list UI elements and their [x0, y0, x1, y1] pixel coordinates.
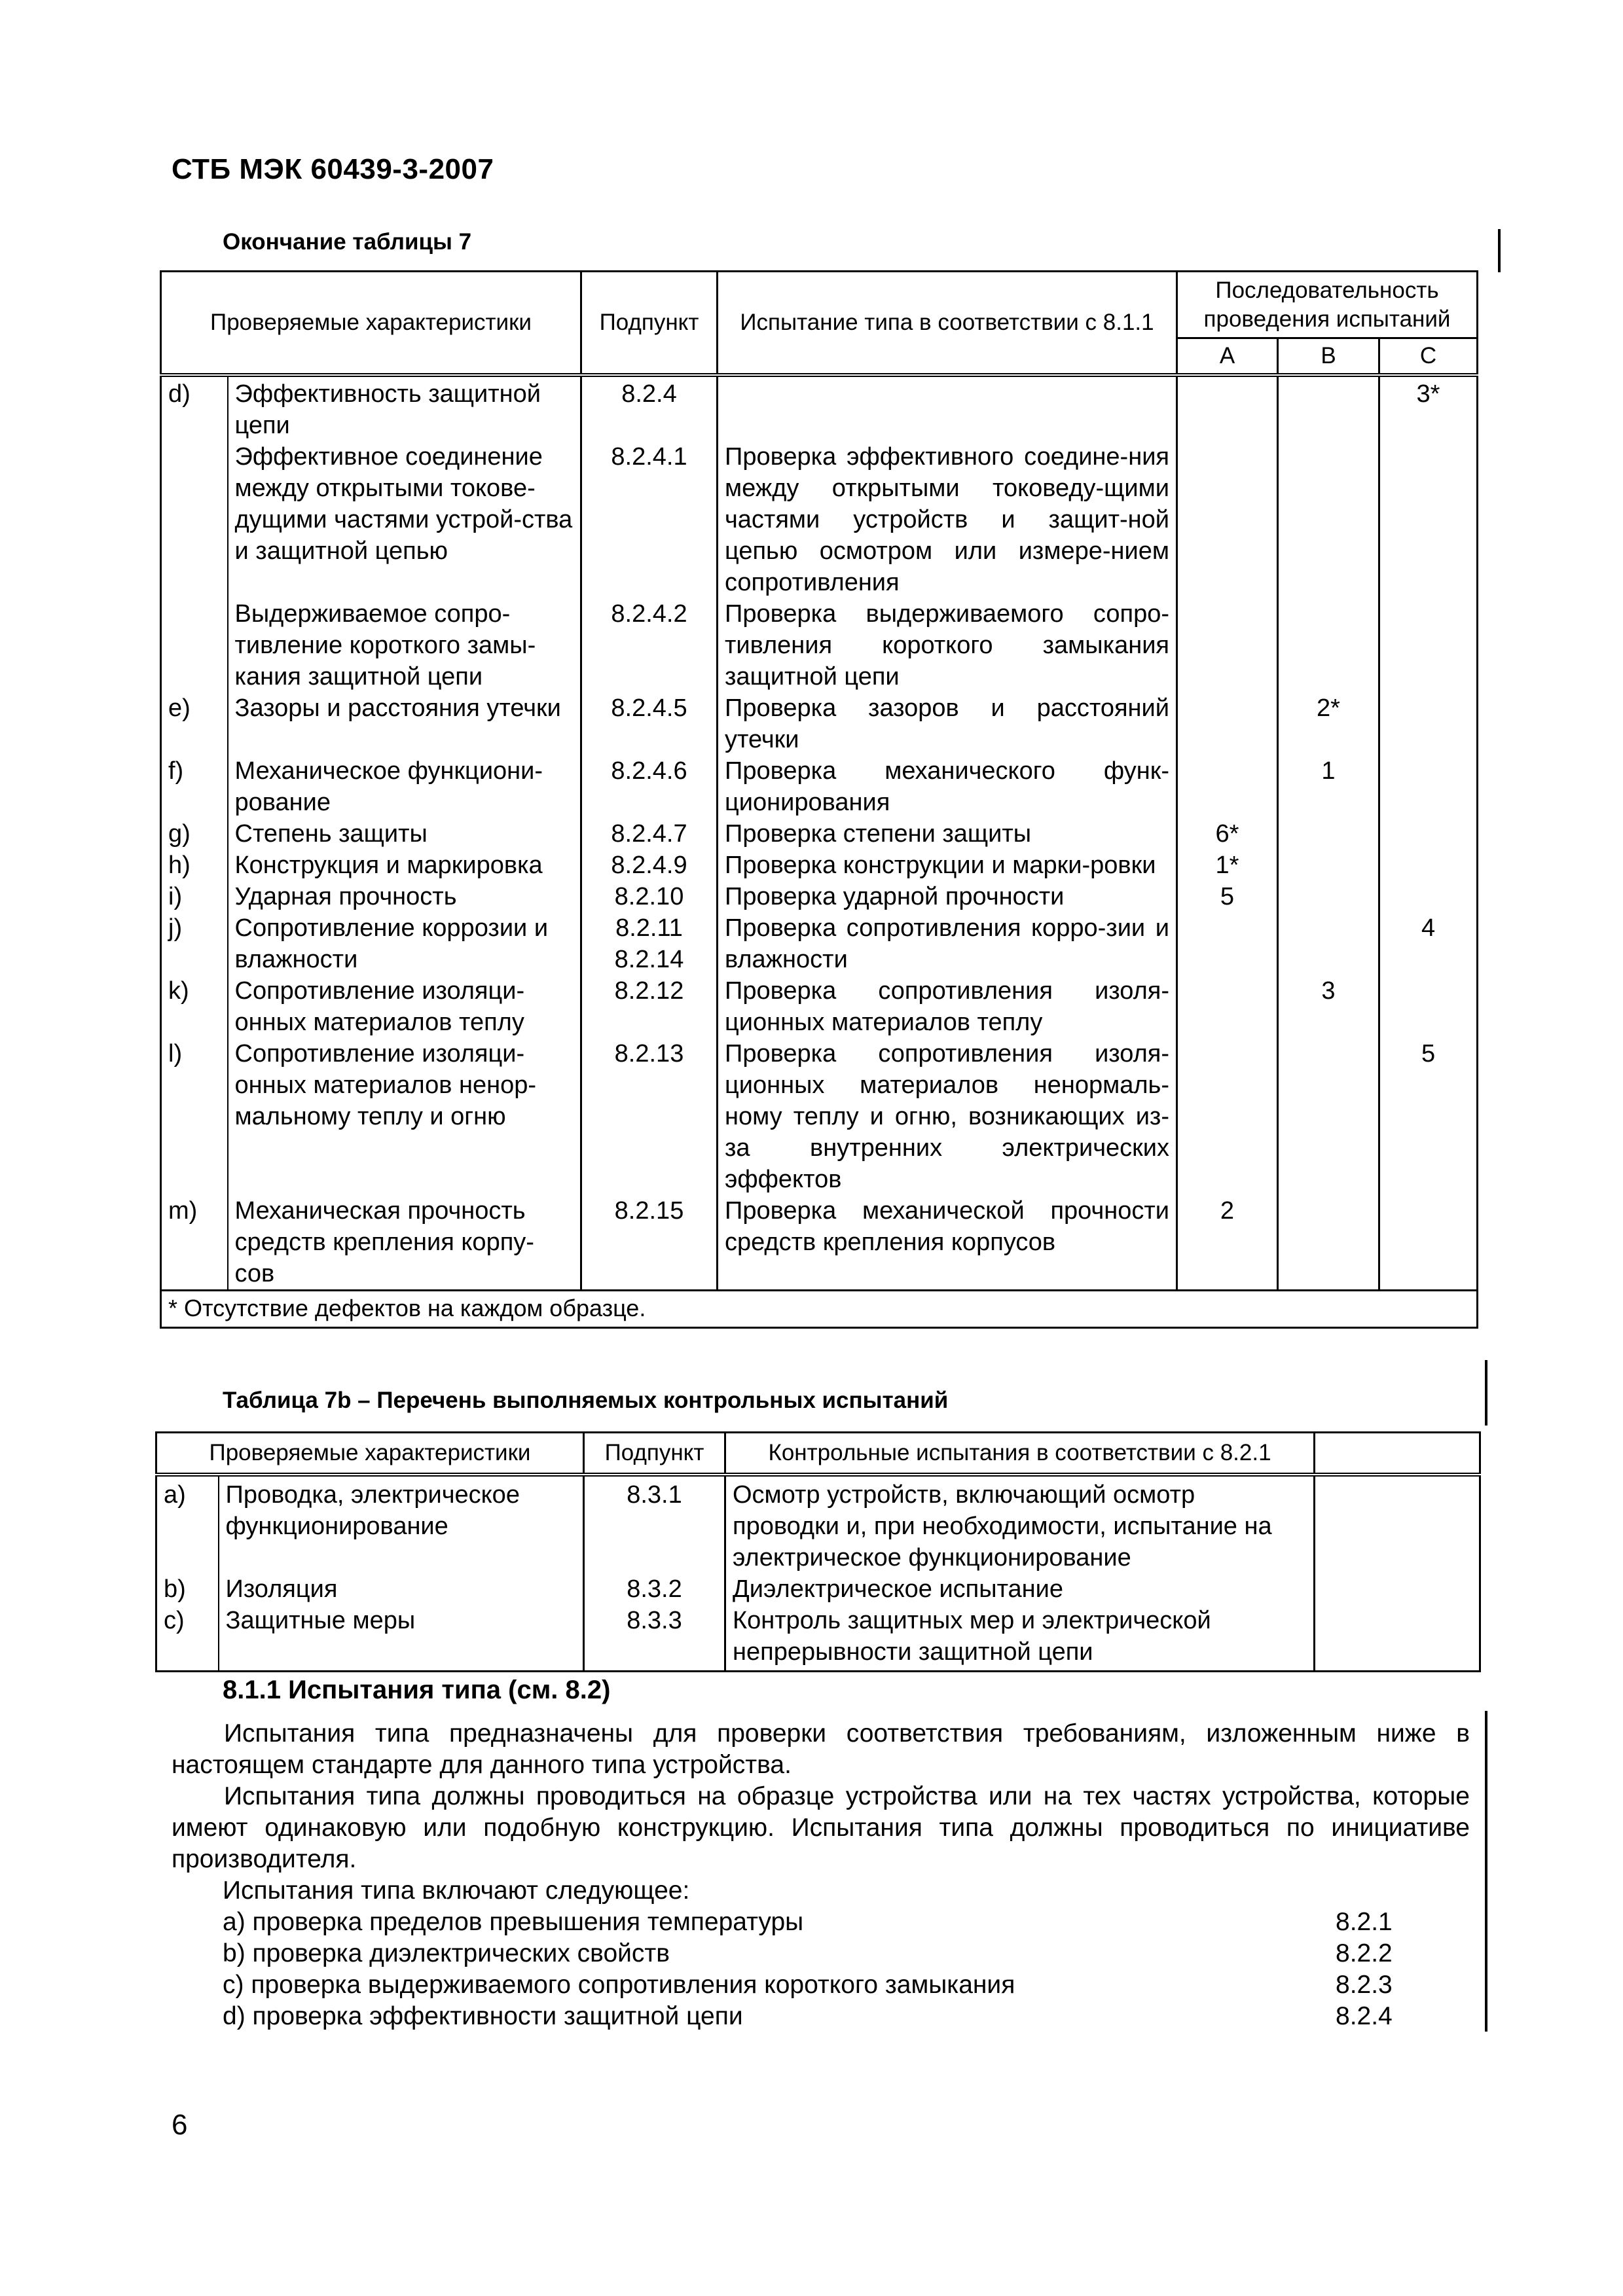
row-seq-c: 3*: [1379, 375, 1478, 441]
row-characteristic: Эффективное соединение между открытыми токове-дущими частями устрой-ства и защитной цепью: [228, 441, 581, 598]
row-subclause: 8.2.4.9: [581, 850, 718, 881]
change-bar: [1485, 1360, 1487, 1426]
list-item-ref: 8.2.2: [1336, 1939, 1393, 1967]
list-item-ref: 8.2.4: [1336, 2002, 1393, 2030]
row-characteristic: Ударная прочность: [228, 881, 581, 912]
row-characteristic: Зазоры и расстояния утечки: [228, 692, 581, 755]
row-seq-a: 6*: [1177, 818, 1278, 850]
row-letter: m): [161, 1195, 228, 1291]
row-letter: [161, 598, 228, 692]
row-characteristic: Сопротивление изоляци-онных материалов ненор-мальному теплу и огню: [228, 1038, 581, 1195]
row-seq-b: 1: [1278, 755, 1379, 818]
row-letter: а): [156, 1475, 219, 1573]
row-seq-a: 1*: [1177, 850, 1278, 881]
list-item-text: a) проверка пределов превышения температуры: [223, 1908, 804, 1936]
row-characteristic: Сопротивление коррозии и влажности: [228, 912, 581, 975]
row-subclause: 8.2.4.7: [581, 818, 718, 850]
row-seq-b: [1278, 881, 1379, 912]
row-test: Проверка эффективного соедине-ния между открытыми токоведу-щими частями устройств и защит-ной цепью осмотром или измере-нием сопротивления: [718, 441, 1177, 598]
row-empty: [1315, 1475, 1480, 1573]
row-subclause-2: 8.2.14: [614, 946, 684, 973]
row-empty: [1315, 1605, 1480, 1672]
row-test: Проверка сопротивления изоля-ционных материалов ненормаль-ному теплу и огню, возникающих из-за внутренних электрических эффектов: [718, 1038, 1177, 1195]
row-test: Проверка степени защиты: [718, 818, 1177, 850]
row-letter: c): [156, 1605, 219, 1672]
header-col-a: А: [1177, 338, 1278, 376]
header-sequence: Последовательность проведения испытаний: [1177, 272, 1478, 338]
table7: [160, 270, 1478, 1329]
row-letter: k): [161, 975, 228, 1038]
list-item-ref: 8.2.3: [1336, 1971, 1393, 1999]
row-seq-b: [1278, 441, 1379, 598]
row-letter: e): [161, 692, 228, 755]
row-seq-c: 5: [1379, 1038, 1478, 1195]
row-seq-b: [1278, 1038, 1379, 1195]
row-seq-c: [1379, 441, 1478, 598]
row-characteristic: Изоляция: [219, 1573, 584, 1605]
row-seq-a: [1177, 975, 1278, 1038]
row-test: Проверка сопротивления изоля-ционных материалов теплу: [718, 975, 1177, 1038]
row-seq-a: [1177, 375, 1278, 441]
table-row: [161, 850, 1478, 881]
row-letter: h): [161, 850, 228, 881]
row-seq-c: [1379, 692, 1478, 755]
row-test: Проверка зазоров и расстояний утечки: [718, 692, 1177, 755]
row-seq-a: 2: [1177, 1195, 1278, 1291]
table-row: [161, 692, 1478, 755]
header-characteristics: Проверяемые характеристики: [161, 272, 581, 376]
row-seq-c: [1379, 975, 1478, 1038]
row-characteristic: Степень защиты: [228, 818, 581, 850]
list-item: [223, 1907, 1401, 1938]
table-row: [161, 598, 1478, 692]
row-characteristic: Выдерживаемое сопро-тивление короткого замы-кания защитной цепи: [228, 598, 581, 692]
row-characteristic: Сопротивление изоляци-онных материалов теплу: [228, 975, 581, 1038]
row-test: Проверка ударной прочности: [718, 881, 1177, 912]
header-routine-test: Контрольные испытания в соответствии с 8.2.1: [725, 1433, 1315, 1475]
list-intro: [223, 1875, 1401, 1907]
page-number: 6: [172, 2109, 188, 2141]
paragraph-type-tests-sample: Испытания типа должны проводиться на образце устройства или на тех частях устройства, которые имеют одинаковую или подобную конструкцию. Испытания типа должны проводиться по инициативе производителя.: [172, 1782, 1470, 1873]
row-subclause: 8.2.4.1: [581, 441, 718, 598]
row-subclause: 8.2.4.5: [581, 692, 718, 755]
row-subclause: 8.2.4.6: [581, 755, 718, 818]
row-test: Контроль защитных мер и электрической непрерывности защитной цепи: [725, 1605, 1315, 1672]
row-subclause: [581, 912, 718, 975]
table-row: [161, 755, 1478, 818]
row-seq-a: [1177, 755, 1278, 818]
table7-caption: Окончание таблицы 7: [223, 229, 472, 255]
row-seq-c: [1379, 755, 1478, 818]
row-letter: l): [161, 1038, 228, 1195]
list-item-text: d) проверка эффективности защитной цепи: [223, 2002, 743, 2030]
list-item: [223, 1969, 1401, 2001]
row-subclause: 8.2.15: [581, 1195, 718, 1291]
row-subclause: 8.2.13: [581, 1038, 718, 1195]
table-row: [161, 818, 1478, 850]
list-item-text: b) проверка диэлектрических свойств: [223, 1939, 670, 1967]
row-seq-a: [1177, 692, 1278, 755]
row-test: Диэлектрическое испытание: [725, 1573, 1315, 1605]
table-row: [156, 1573, 1480, 1605]
table7-footnote: * Отсутствие дефектов на каждом образце.: [161, 1291, 1478, 1328]
row-seq-a: 5: [1177, 881, 1278, 912]
row-seq-c: [1379, 818, 1478, 850]
row-seq-c: [1379, 598, 1478, 692]
row-letter: [161, 441, 228, 598]
row-characteristic: Механическое функциони-рование: [228, 755, 581, 818]
row-subclause: 8.3.2: [584, 1573, 725, 1605]
row-seq-a: [1177, 1038, 1278, 1195]
table7b: [155, 1431, 1481, 1672]
header-subclause: Подпункт: [584, 1433, 725, 1475]
table7b-caption: Таблица 7b – Перечень выполняемых контрольных испытаний: [223, 1388, 949, 1413]
row-letter: i): [161, 881, 228, 912]
section-heading: 8.1.1 Испытания типа (см. 8.2): [223, 1676, 611, 1704]
table-row: [161, 441, 1478, 598]
row-seq-a: [1177, 912, 1278, 975]
header-type-test: Испытание типа в соответствии с 8.1.1: [718, 272, 1177, 376]
row-seq-b: 2*: [1278, 692, 1379, 755]
table-row: [161, 1195, 1478, 1291]
list-item-text: c) проверка выдерживаемого сопротивления короткого замыкания: [223, 1971, 1015, 1999]
row-seq-c: 4: [1379, 912, 1478, 975]
document-title: СТБ МЭК 60439-3-2007: [172, 153, 494, 185]
row-test: Осмотр устройств, включающий осмотр проводки и, при необходимости, испытание на электрическое функционирование: [725, 1475, 1315, 1573]
header-col-c: С: [1379, 338, 1478, 376]
row-subclause-1: 8.2.11: [615, 914, 683, 942]
row-characteristic: Эффективность защитной цепи: [228, 375, 581, 441]
row-empty: [1315, 1573, 1480, 1605]
row-seq-b: [1278, 598, 1379, 692]
row-subclause: 8.2.10: [581, 881, 718, 912]
row-seq-b: [1278, 1195, 1379, 1291]
row-test: Проверка механической прочности средств крепления корпусов: [718, 1195, 1177, 1291]
row-seq-c: [1379, 881, 1478, 912]
row-subclause: 8.2.4.2: [581, 598, 718, 692]
row-subclause: 8.3.3: [584, 1605, 725, 1672]
list-item: [223, 2001, 1401, 2032]
row-test: Проверка сопротивления корро-зии и влажности: [718, 912, 1177, 975]
list-intro-text: Испытания типа включают следующее:: [223, 1876, 690, 1905]
list-item-ref: 8.2.1: [1336, 1908, 1393, 1936]
row-test: [718, 375, 1177, 441]
row-test: Проверка конструкции и марки-ровки: [718, 850, 1177, 881]
row-seq-b: 3: [1278, 975, 1379, 1038]
table-row: [161, 375, 1478, 441]
table-row: [161, 881, 1478, 912]
row-letter: b): [156, 1573, 219, 1605]
row-characteristic: Конструкция и маркировка: [228, 850, 581, 881]
change-bar: [1485, 1711, 1487, 2032]
row-characteristic: Механическая прочность средств крепления корпу-сов: [228, 1195, 581, 1291]
row-seq-c: [1379, 850, 1478, 881]
row-letter: j): [161, 912, 228, 975]
row-seq-b: [1278, 375, 1379, 441]
row-test: Проверка механического функ-ционирования: [718, 755, 1177, 818]
table-row: [161, 1038, 1478, 1195]
row-seq-b: [1278, 818, 1379, 850]
row-letter: g): [161, 818, 228, 850]
header-empty: [1315, 1433, 1480, 1475]
row-letter: f): [161, 755, 228, 818]
row-test: Проверка выдерживаемого сопро-тивления короткого замыкания защитной цепи: [718, 598, 1177, 692]
row-letter: d): [161, 375, 228, 441]
paragraph-type-tests-purpose: Испытания типа предназначены для проверки соответствия требованиям, изложенным ниже в настоящем стандарте для данного типа устройства.: [172, 1719, 1470, 1779]
row-seq-a: [1177, 598, 1278, 692]
list-item: [223, 1938, 1401, 1969]
header-characteristics: Проверяемые характеристики: [156, 1433, 584, 1475]
type-tests-list: [223, 1875, 1401, 2032]
row-seq-a: [1177, 441, 1278, 598]
row-subclause: 8.3.1: [584, 1475, 725, 1573]
row-seq-c: [1379, 1195, 1478, 1291]
table7-footnote-row: [161, 1291, 1478, 1328]
header-col-b: В: [1278, 338, 1379, 376]
change-bar: [1498, 229, 1501, 272]
table-row: [156, 1605, 1480, 1672]
table-row: [156, 1475, 1480, 1573]
row-characteristic: Защитные меры: [219, 1605, 584, 1672]
table-row: [161, 975, 1478, 1038]
row-seq-b: [1278, 850, 1379, 881]
table-row: [161, 912, 1478, 975]
header-subclause: Подпункт: [581, 272, 718, 376]
row-subclause: 8.2.12: [581, 975, 718, 1038]
row-seq-b: [1278, 912, 1379, 975]
row-subclause: 8.2.4: [581, 375, 718, 441]
row-characteristic: Проводка, электрическое функционирование: [219, 1475, 584, 1573]
